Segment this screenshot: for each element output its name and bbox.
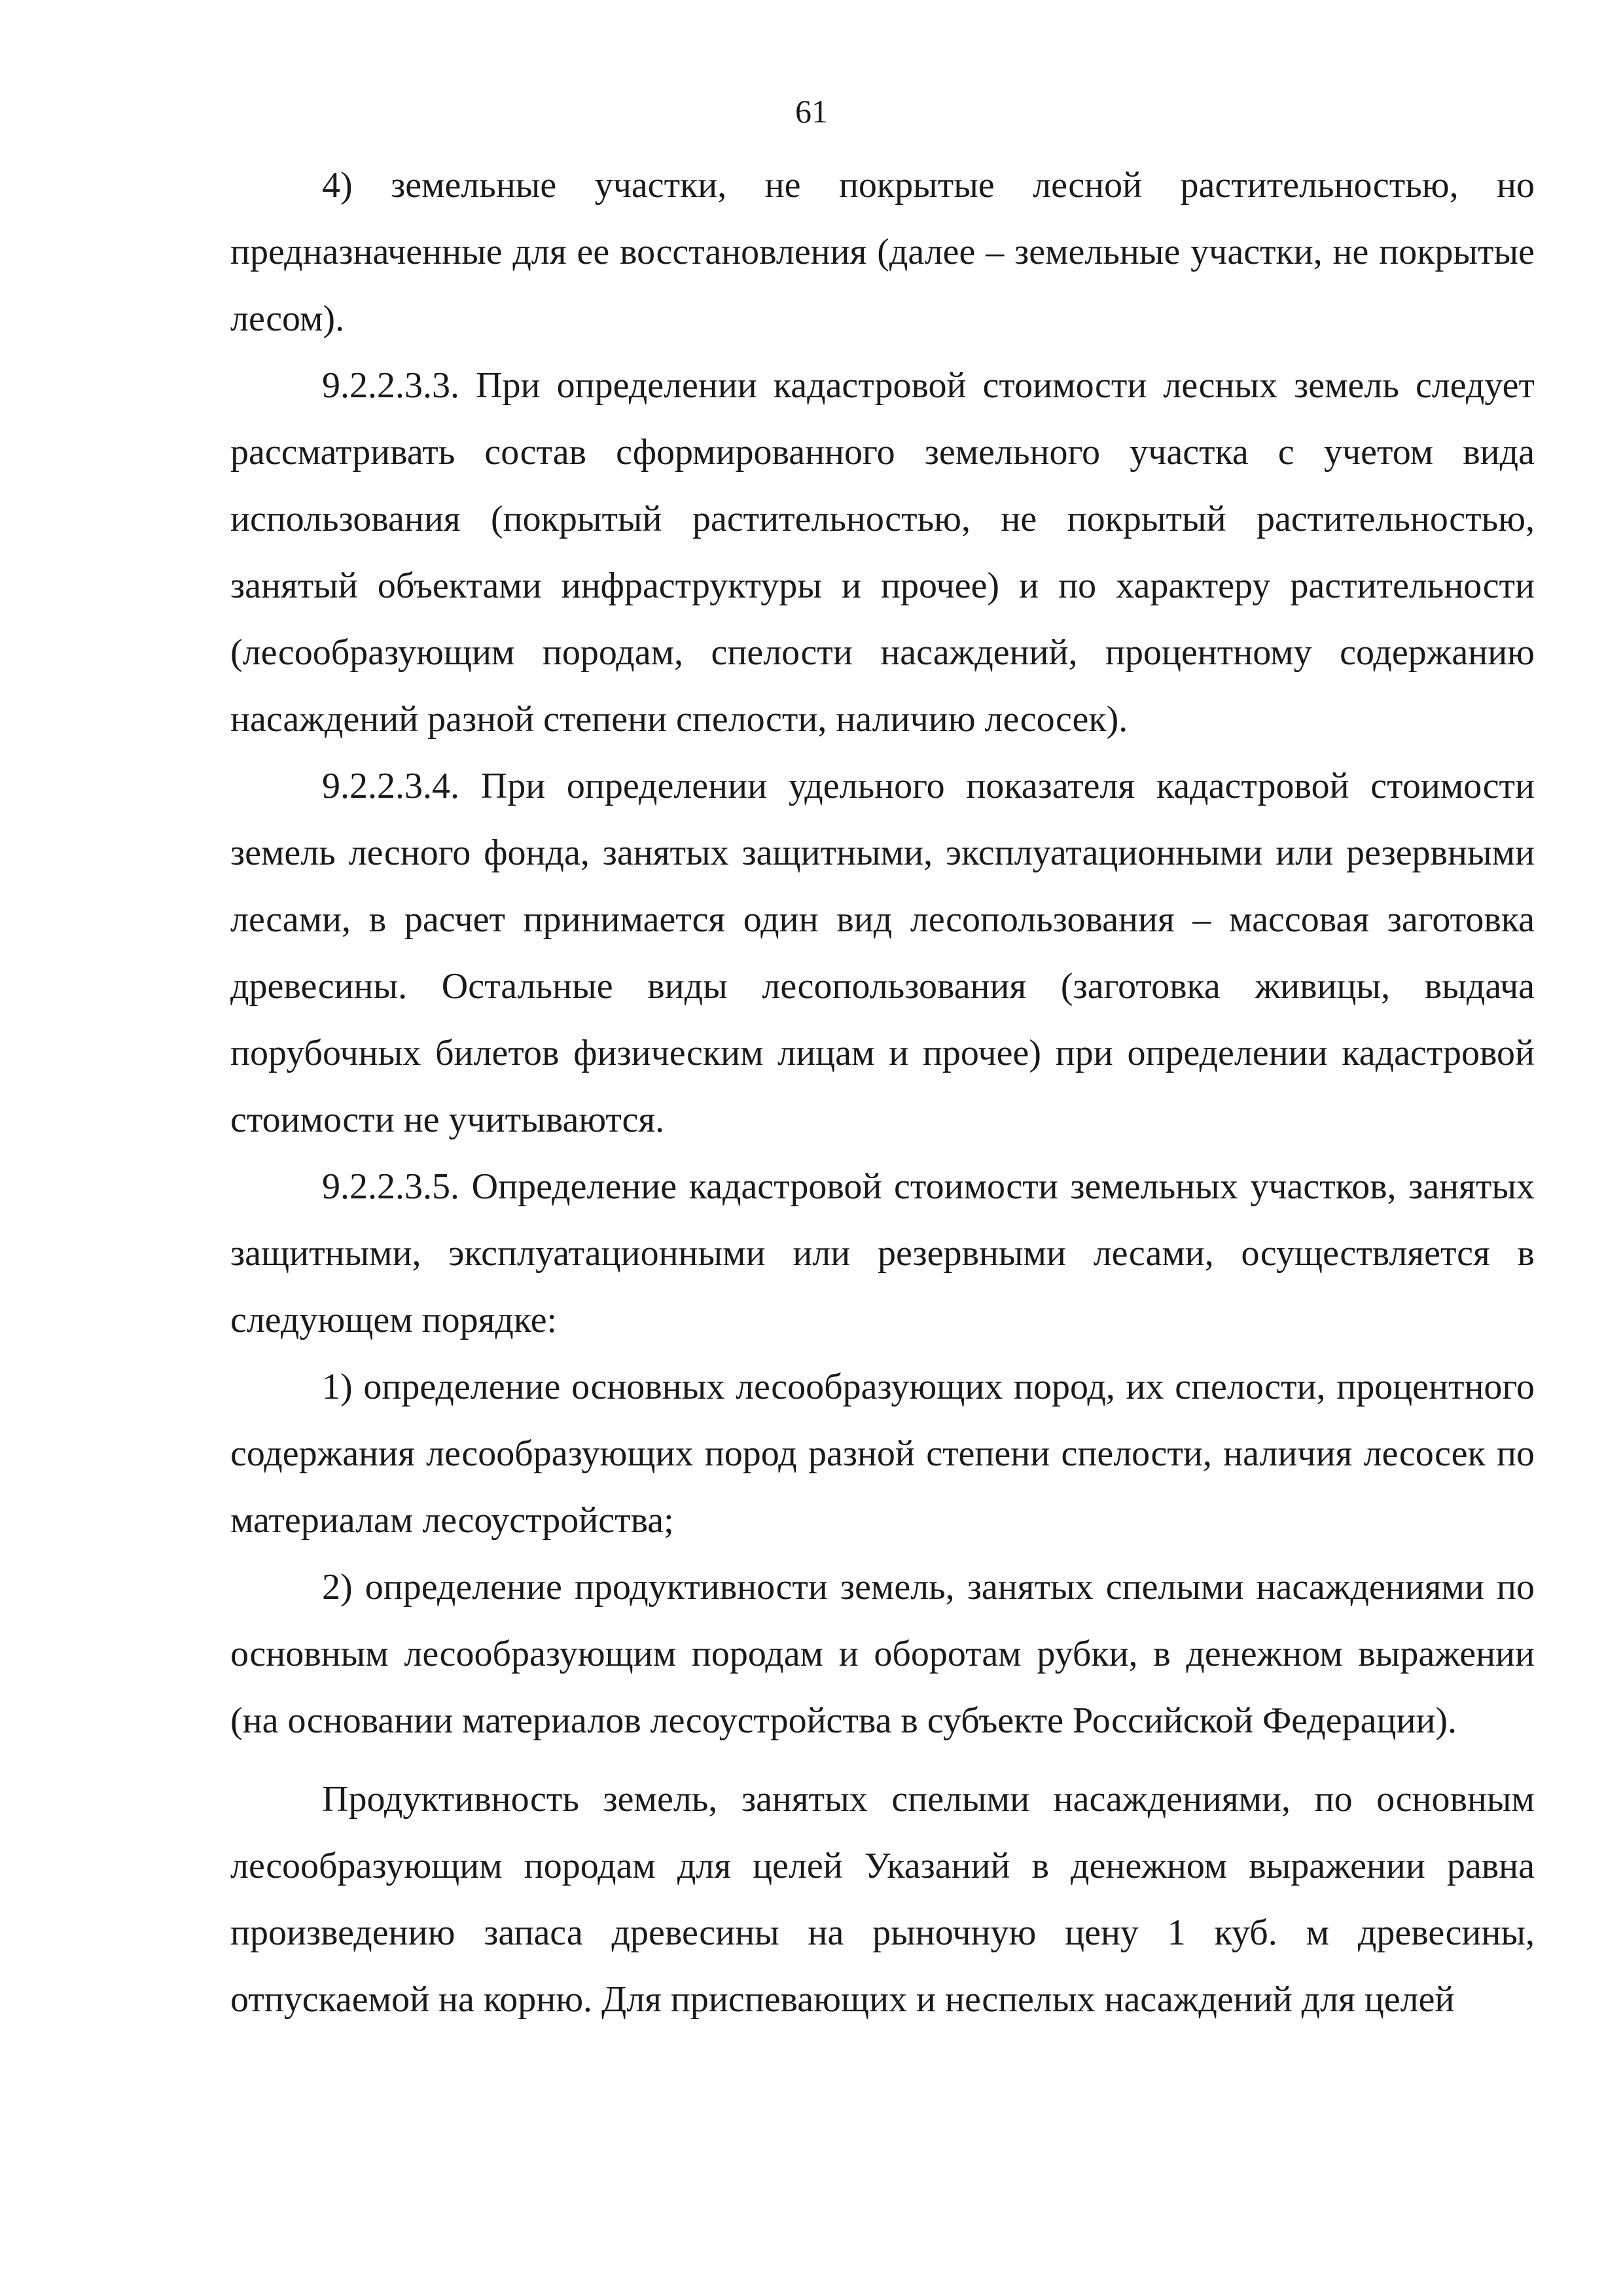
paragraph-9-2-2-3-4: 9.2.2.3.4. При определении удельного показателя кадастровой стоимости земель лесного фонда, занятых защитными, эксплуатационными или резервными лесами, в расчет принимается один вид лесопользования – массовая заготовка древесины. Остальные виды лесопользования (заготовка живицы, выдача порубочных билетов физическим лицам и прочее) при определении кадастровой стоимости не учитываются. bbox=[230, 766, 1535, 1140]
paragraph-list-item-1: 1) определение основных лесообразующих пород, их спелости, процентного содержания лесообразующих пород разной степени спелости, наличия лесосек по материалам лесоустройства; bbox=[230, 1367, 1535, 1541]
paragraph-9-2-2-3-3: 9.2.2.3.3. При определении кадастровой стоимости лесных земель следует рассматривать состав сформированного земельного участка с учетом вида использования (покрытый растительностью, не покрытый растительностью, занятый объектами инфраструктуры и прочее) и по характеру растительности (лесообразующим породам, спелости насаждений, процентному содержанию насаждений разной степени спелости, наличию лесосек). bbox=[230, 365, 1535, 740]
paragraph-productivity: Продуктивность земель, занятых спелыми насаждениями, по основным лесообразующим породам для целей Указаний в денежном выражении равна произведению запаса древесины на рыночную цену 1 куб. м древесины, отпускаемой на корню. Для приспевающих и неспелых насаждений для целей bbox=[230, 1779, 1535, 2020]
page-number: 61 bbox=[795, 93, 828, 130]
paragraph-item-4: 4) земельные участки, не покрытые лесной растительностью, но предназначенные для ее восстановления (далее – земельные участки, не покрытые лесом). bbox=[230, 165, 1535, 339]
paragraph-list-item-2: 2) определение продуктивности земель, занятых спелыми насаждениями по основным лесообразующим породам и оборотам рубки, в денежном выражении (на основании материалов лесоустройства в субъекте Российской Федерации). bbox=[230, 1567, 1535, 1741]
paragraph-9-2-2-3-5: 9.2.2.3.5. Определение кадастровой стоимости земельных участков, занятых защитными, эксплуатационными или резервными лесами, осуществляется в следующем порядке: bbox=[230, 1166, 1535, 1340]
document-body bbox=[230, 152, 1535, 2033]
